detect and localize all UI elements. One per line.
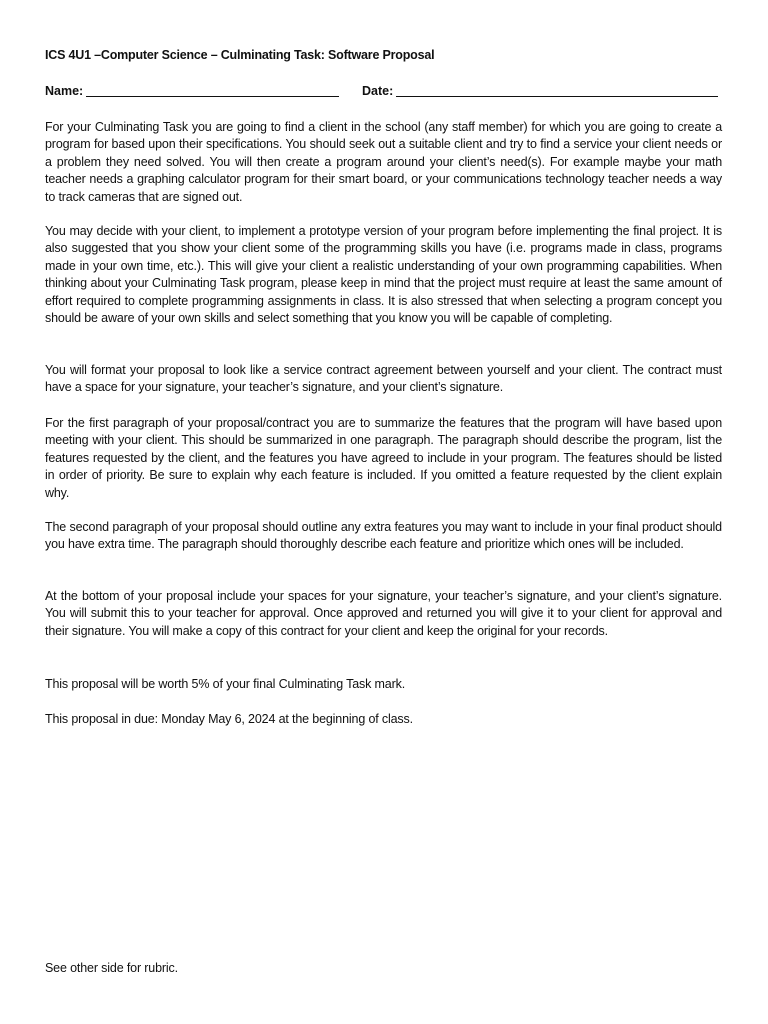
date-label: Date: — [362, 84, 394, 98]
paragraph-due-date: This proposal in due: Monday May 6, 2024 at the beginning of class. — [45, 712, 413, 726]
paragraph-first-paragraph: For the first paragraph of your proposal/contract you are to summarize the features that the program will have based upon meeting with your client. This should be summarized in one paragraph. The paragraph should describe the program, list the features requested by the client, and the features you have agreed to include in your program. The features should be listed in order of priority. Be sure to explain why each feature is included. If you omitted a feature requested by the client explain why. — [45, 416, 722, 500]
date-field — [362, 83, 718, 100]
footer-note: See other side for rubric. — [45, 961, 178, 975]
paragraph-second-paragraph: The second paragraph of your proposal should outline any extra features you may want to include in your final product should you have extra time. The paragraph should thoroughly describe each feature and prioritize which ones will be included. — [45, 520, 722, 552]
paragraph-worth: This proposal will be worth 5% of your final Culminating Task mark. — [45, 677, 406, 691]
paragraph-task-intro: For your Culminating Task you are going to find a client in the school (any staff member) for which you are going to create a program for based upon their specifications. You should seek out a suitable client and try to find a service your client needs or a problem they need solved. You will then create a program around your client’s need(s). For example maybe your math teacher needs a graphing calculator program for their smart board, or your communications technology teacher needs a way to track cameras that are signed out. — [45, 120, 722, 204]
date-blank-line — [396, 83, 718, 97]
document-title: ICS 4U1 –Computer Science – Culminating Task: Software Proposal — [45, 48, 435, 62]
name-date-row — [45, 83, 723, 101]
name-field — [45, 83, 339, 100]
name-label: Name: — [45, 84, 84, 98]
paragraph-signatures: At the bottom of your proposal include your spaces for your signature, your teacher’s signature, and your client’s signature. You will submit this to your teacher for approval. Once approved and returned you will give it to your client for approval and their signature. You will make a copy of this contract for your client and keep the original for your records. — [45, 589, 722, 638]
paragraph-format: You will format your proposal to look like a service contract agreement between yourself and your client. The contract must have a space for your signature, your teacher’s signature, and your client’s signature. — [45, 363, 722, 395]
paragraph-prototype: You may decide with your client, to implement a prototype version of your program before implementing the final project. It is also suggested that you show your client some of the programming skills you have (i.e. programs made in class, programs made in your own time, etc.). This will give your client a realistic understanding of your own programming capabilities. When thinking about your Culminating Task program, please keep in mind that the project must require at least the same amount of effort required to complete programming assignments in class. It is also stressed that when selecting a program concept you should be aware of your own skills and select something that you know you will be capable of completing. — [45, 224, 722, 326]
name-blank-line — [86, 83, 339, 97]
